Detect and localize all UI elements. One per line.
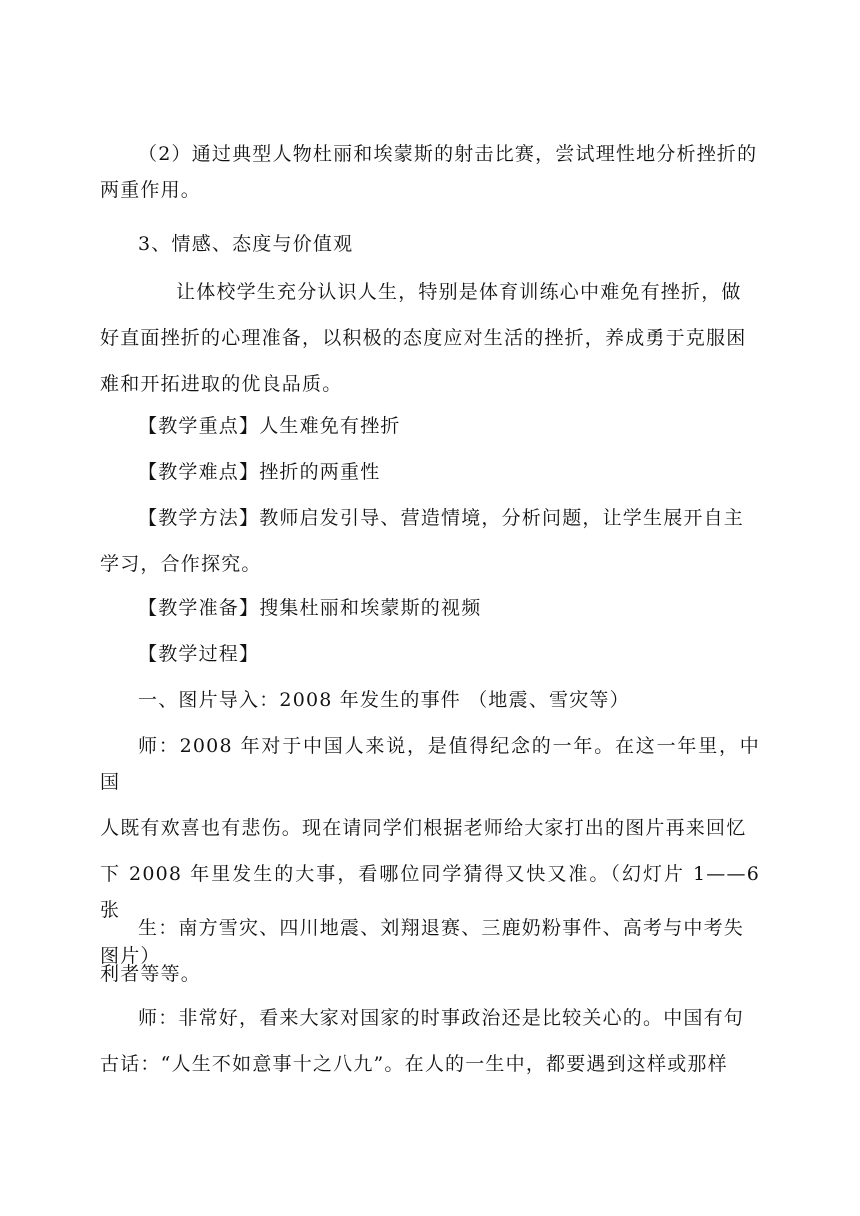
picture-intro-heading [100,682,760,718]
teacher-dialogue-2 [100,1000,760,1082]
text-line: 师：非常好，看来大家对国家的时事政治还是比较关心的。中国有句 [138,1007,745,1029]
text-line: 师：2008 年对于中国人来说，是值得纪念的一年。在这一年里，中国 [100,735,760,793]
text-line: 两重作用。 [100,179,202,201]
objective-2-paragraph [100,136,760,208]
teaching-focus [100,408,760,444]
text-line: 学习，合作探究。 [100,553,262,575]
text-line: 古话：“人生不如意事十之八九”。在人的一生中，都要遇到这样或那样 [100,1053,728,1075]
text-line: 【教学过程】 [138,643,260,665]
text-line: 难和开拓进取的优良品质。 [100,373,343,395]
text-line: 下 2008 年里发生的大事，看哪位同学猜得又快又准。（幻灯片 1——6 张 [100,863,760,921]
teaching-preparation [100,590,760,626]
text-line: 【教学难点】挫折的两重性 [138,461,381,483]
text-line: 利者等等。 [100,963,202,985]
text-line: 一、图片导入：2008 年发生的事件 （地震、雪灾等） [138,689,630,711]
text-line: （2）通过典型人物杜丽和埃蒙斯的射击比赛，尝试理性地分析挫折的 [138,143,758,165]
teaching-process-heading [100,636,760,672]
section-heading-emotion [100,226,760,262]
text-line: 生：南方雪灾、四川地震、刘翔退赛、三鹿奶粉事件、高考与中考失 [138,917,745,939]
text-line: 【教学重点】人生难免有挫折 [138,415,401,437]
text-line: 好直面挫折的心理准备，以积极的态度应对生活的挫折，养成勇于克服困 [100,327,747,349]
teaching-method [100,500,760,582]
emotion-goal-paragraph [100,274,760,402]
text-line: 让体校学生充分认识人生，特别是体育训练心中难免有挫折，做 [176,281,742,303]
text-line: 3、情感、态度与价值观 [138,233,354,255]
text-line: 【教学准备】搜集杜丽和埃蒙斯的视频 [138,597,482,619]
teaching-difficulty [100,454,760,490]
student-dialogue [100,910,760,992]
text-line: 人既有欢喜也有悲伤。现在请同学们根据老师给大家打出的图片再来回忆 [100,817,747,839]
text-line: 【教学方法】教师启发引导、营造情境，分析问题，让学生展开自主 [138,507,745,529]
text-line: 图片） [100,945,161,967]
